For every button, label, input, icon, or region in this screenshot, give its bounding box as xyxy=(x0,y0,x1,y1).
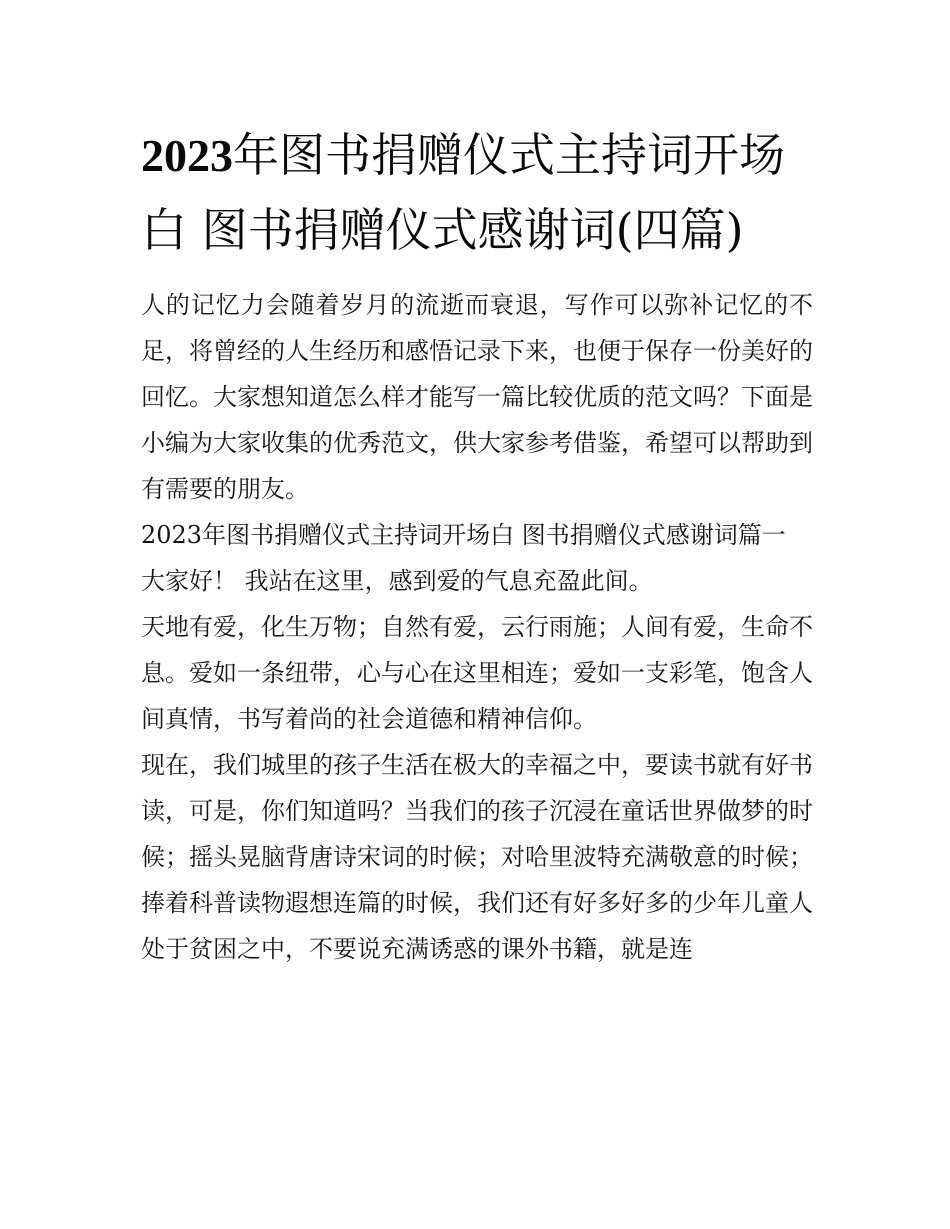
document-page xyxy=(141,118,813,972)
title-year: 2023 xyxy=(141,130,233,181)
love-paragraph: 天地有爱，化生万物；自然有爱，云行雨施；人间有爱，生命不息。爱如一条纽带，心与心在这里相连；爱如一支彩笔，饱含人间真情，书写着尚的社会道德和精神信仰。 xyxy=(141,613,813,733)
section-heading: 2023年图书捐赠仪式主持词开场白 图书捐赠仪式感谢词篇一 xyxy=(141,521,786,549)
document-title xyxy=(141,118,813,267)
greeting-paragraph: 大家好！ 我站在这里，感到爱的气息充盈此间。 xyxy=(141,567,653,595)
children-paragraph: 现在，我们城里的孩子生活在极大的幸福之中，要读书就有好书读，可是，你们知道吗？当我们的孩子沉浸在童话世界做梦的时候；摇头晃脑背唐诗宋词的时候；对哈里波特充满敬意的时候；捧着科普读物遐想连篇的时候，我们还有好多好多的少年儿童人处于贫困之中，不要说充满诱惑的课外书籍，就是连 xyxy=(141,751,813,963)
intro-paragraph: 人的记忆力会随着岁月的流逝而衰退，写作可以弥补记忆的不足，将曾经的人生经历和感悟记录下来，也便于保存一份美好的回忆。大家想知道怎么样才能写一篇比较优质的范文吗？下面是小编为大家收集的优秀范文，供大家参考借鉴，希望可以帮助到有需要的朋友。 xyxy=(141,291,813,503)
document-body xyxy=(141,282,813,972)
title-text: 年图书捐赠仪式主持词开场白 图书捐赠仪式感谢词(四篇) xyxy=(141,128,785,257)
